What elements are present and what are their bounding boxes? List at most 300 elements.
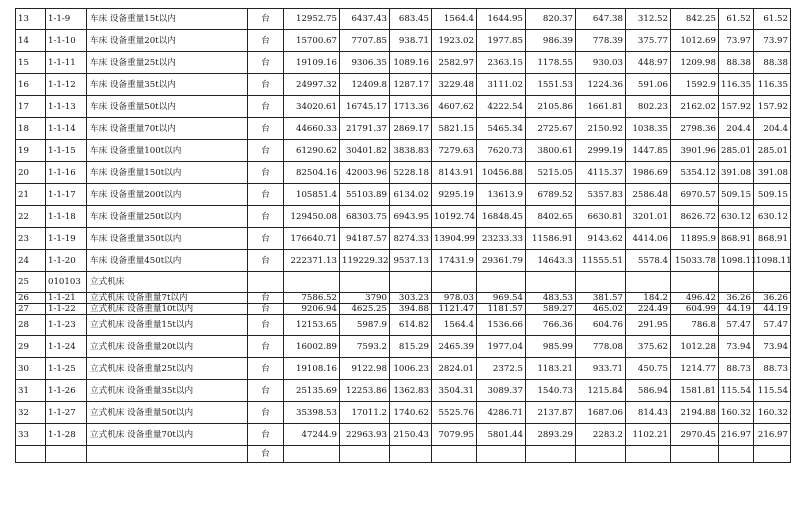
value-cell: 2194.88 — [671, 402, 719, 424]
table-row — [16, 52, 791, 74]
row-number: 28 — [16, 315, 46, 336]
quota-code: 1-1-14 — [46, 118, 87, 140]
value-cell: 42003.96 — [340, 162, 390, 184]
value-cell: 2465.39 — [432, 336, 477, 358]
row-number: 18 — [16, 118, 46, 140]
value-cell: 4222.54 — [477, 96, 526, 118]
value-cell: 19109.16 — [284, 52, 340, 74]
value-cell: 614.82 — [390, 315, 432, 336]
table-row — [16, 74, 791, 96]
quota-code: 1-1-16 — [46, 162, 87, 184]
value-cell: 5987.9 — [340, 315, 390, 336]
table-row — [16, 336, 791, 358]
table-row — [16, 118, 791, 140]
value-cell: 88.73 — [754, 358, 791, 380]
value-cell: 2970.45 — [671, 424, 719, 446]
value-cell: 22963.93 — [340, 424, 390, 446]
unit: 台 — [248, 184, 284, 206]
value-cell: 204.4 — [719, 118, 754, 140]
value-cell — [671, 272, 719, 293]
quota-code: 1-1-28 — [46, 424, 87, 446]
value-cell: 786.8 — [671, 315, 719, 336]
value-cell: 44.19 — [719, 304, 754, 315]
item-name: 车床 设备重量200t以内 — [87, 184, 248, 206]
value-cell: 19108.16 — [284, 358, 340, 380]
value-cell: 2893.29 — [526, 424, 576, 446]
value-cell: 868.91 — [754, 228, 791, 250]
value-cell: 604.76 — [576, 315, 626, 336]
quota-code: 1-1-22 — [46, 304, 87, 315]
value-cell: 24997.32 — [284, 74, 340, 96]
value-cell: 5821.15 — [432, 118, 477, 140]
value-cell: 5801.44 — [477, 424, 526, 446]
value-cell: 115.54 — [719, 380, 754, 402]
value-cell: 1287.17 — [390, 74, 432, 96]
value-cell: 933.71 — [576, 358, 626, 380]
row-number: 19 — [16, 140, 46, 162]
value-cell: 985.99 — [526, 336, 576, 358]
value-cell: 88.73 — [719, 358, 754, 380]
item-name: 立式机床 设备重量10t以内 — [87, 304, 248, 315]
value-cell: 2162.02 — [671, 96, 719, 118]
value-cell: 586.94 — [626, 380, 671, 402]
row-number: 29 — [16, 336, 46, 358]
table-row — [16, 250, 791, 272]
value-cell: 1224.36 — [576, 74, 626, 96]
value-cell: 1581.81 — [671, 380, 719, 402]
item-name: 立式机床 设备重量7t以内 — [87, 293, 248, 304]
value-cell: 222371.13 — [284, 250, 340, 272]
value-cell: 381.57 — [576, 293, 626, 304]
row-number: 22 — [16, 206, 46, 228]
unit: 台 — [248, 118, 284, 140]
value-cell — [432, 446, 477, 463]
value-cell: 1536.66 — [477, 315, 526, 336]
value-cell: 2105.86 — [526, 96, 576, 118]
item-name: 车床 设备重量25t以内 — [87, 52, 248, 74]
unit: 台 — [248, 446, 284, 463]
table-row — [16, 304, 791, 315]
unit: 台 — [248, 52, 284, 74]
value-cell: 105851.4 — [284, 184, 340, 206]
value-cell: 2798.36 — [671, 118, 719, 140]
value-cell: 5215.05 — [526, 162, 576, 184]
item-name: 车床 设备重量20t以内 — [87, 30, 248, 52]
value-cell: 88.38 — [754, 52, 791, 74]
quota-code: 1-1-19 — [46, 228, 87, 250]
value-cell: 3838.83 — [390, 140, 432, 162]
value-cell: 6970.57 — [671, 184, 719, 206]
unit: 台 — [248, 250, 284, 272]
row-number: 25 — [16, 272, 46, 293]
value-cell: 157.92 — [754, 96, 791, 118]
unit: 台 — [248, 228, 284, 250]
unit: 台 — [248, 380, 284, 402]
value-cell — [477, 446, 526, 463]
value-cell: 1214.77 — [671, 358, 719, 380]
row-number: 17 — [16, 96, 46, 118]
unit: 台 — [248, 96, 284, 118]
value-cell: 55103.89 — [340, 184, 390, 206]
value-cell — [340, 272, 390, 293]
row-number: 16 — [16, 74, 46, 96]
value-cell: 1644.95 — [477, 9, 526, 30]
value-cell: 2869.17 — [390, 118, 432, 140]
quota-code: 1-1-10 — [46, 30, 87, 52]
value-cell: 1089.16 — [390, 52, 432, 74]
value-cell: 509.15 — [754, 184, 791, 206]
value-cell: 11555.51 — [576, 250, 626, 272]
value-cell: 683.45 — [390, 9, 432, 30]
value-cell: 6134.02 — [390, 184, 432, 206]
value-cell: 450.75 — [626, 358, 671, 380]
value-cell: 216.97 — [754, 424, 791, 446]
quota-code: 1-1-15 — [46, 140, 87, 162]
value-cell: 73.97 — [719, 30, 754, 52]
value-cell: 25135.69 — [284, 380, 340, 402]
value-cell: 119229.32 — [340, 250, 390, 272]
value-cell: 16848.45 — [477, 206, 526, 228]
value-cell — [390, 446, 432, 463]
value-cell: 9143.62 — [576, 228, 626, 250]
quota-code: 1-1-25 — [46, 358, 87, 380]
row-number: 14 — [16, 30, 46, 52]
value-cell: 1178.55 — [526, 52, 576, 74]
value-cell: 160.32 — [754, 402, 791, 424]
item-name: 立式机床 设备重量25t以内 — [87, 358, 248, 380]
item-name: 车床 设备重量100t以内 — [87, 140, 248, 162]
table-row — [16, 380, 791, 402]
value-cell: 12153.65 — [284, 315, 340, 336]
value-cell: 13904.99 — [432, 228, 477, 250]
unit: 台 — [248, 315, 284, 336]
value-cell: 868.91 — [719, 228, 754, 250]
value-cell: 61290.62 — [284, 140, 340, 162]
value-cell: 61.52 — [754, 9, 791, 30]
value-cell: 157.92 — [719, 96, 754, 118]
table-row — [16, 96, 791, 118]
value-cell: 2150.92 — [576, 118, 626, 140]
item-name: 立式机床 设备重量50t以内 — [87, 402, 248, 424]
value-cell: 3111.02 — [477, 74, 526, 96]
value-cell: 647.38 — [576, 9, 626, 30]
unit: 台 — [248, 206, 284, 228]
value-cell: 1447.85 — [626, 140, 671, 162]
value-cell: 394.88 — [390, 304, 432, 315]
table-body — [16, 9, 791, 463]
value-cell: 285.01 — [754, 140, 791, 162]
value-cell: 61.52 — [719, 9, 754, 30]
table-row — [16, 446, 791, 463]
value-cell: 2725.67 — [526, 118, 576, 140]
item-name: 车床 设备重量70t以内 — [87, 118, 248, 140]
value-cell: 17431.9 — [432, 250, 477, 272]
value-cell: 1713.36 — [390, 96, 432, 118]
value-cell: 82504.16 — [284, 162, 340, 184]
value-cell: 115.54 — [754, 380, 791, 402]
value-cell — [390, 272, 432, 293]
value-cell: 44660.33 — [284, 118, 340, 140]
value-cell: 17011.2 — [340, 402, 390, 424]
value-cell — [671, 446, 719, 463]
item-name: 车床 设备重量350t以内 — [87, 228, 248, 250]
value-cell: 88.38 — [719, 52, 754, 74]
value-cell: 1687.06 — [576, 402, 626, 424]
value-cell: 184.2 — [626, 293, 671, 304]
value-cell: 116.35 — [719, 74, 754, 96]
unit: 台 — [248, 304, 284, 315]
value-cell: 30401.82 — [340, 140, 390, 162]
value-cell: 589.27 — [526, 304, 576, 315]
value-cell: 3790 — [340, 293, 390, 304]
value-cell: 73.97 — [754, 30, 791, 52]
value-cell: 36.26 — [754, 293, 791, 304]
value-cell: 815.29 — [390, 336, 432, 358]
value-cell: 7079.95 — [432, 424, 477, 446]
unit: 台 — [248, 74, 284, 96]
table-row — [16, 140, 791, 162]
table-row — [16, 30, 791, 52]
value-cell: 11586.91 — [526, 228, 576, 250]
value-cell: 391.08 — [754, 162, 791, 184]
value-cell: 814.43 — [626, 402, 671, 424]
table-row — [16, 293, 791, 304]
value-cell: 483.53 — [526, 293, 576, 304]
value-cell: 9122.98 — [340, 358, 390, 380]
value-cell: 4625.25 — [340, 304, 390, 315]
row-number: 20 — [16, 162, 46, 184]
value-cell: 73.94 — [754, 336, 791, 358]
value-cell: 10456.88 — [477, 162, 526, 184]
value-cell: 2999.19 — [576, 140, 626, 162]
value-cell: 978.03 — [432, 293, 477, 304]
value-cell: 1209.98 — [671, 52, 719, 74]
value-cell: 778.39 — [576, 30, 626, 52]
value-cell: 160.32 — [719, 402, 754, 424]
value-cell: 7707.85 — [340, 30, 390, 52]
quota-code: 1-1-24 — [46, 336, 87, 358]
unit: 台 — [248, 424, 284, 446]
row-number: 33 — [16, 424, 46, 446]
value-cell: 1661.81 — [576, 96, 626, 118]
value-cell: 94187.57 — [340, 228, 390, 250]
table-row — [16, 424, 791, 446]
value-cell: 1977.85 — [477, 30, 526, 52]
unit: 台 — [248, 293, 284, 304]
item-name: 车床 设备重量450t以内 — [87, 250, 248, 272]
value-cell: 1181.57 — [477, 304, 526, 315]
unit: 台 — [248, 402, 284, 424]
value-cell: 36.26 — [719, 293, 754, 304]
value-cell: 57.47 — [719, 315, 754, 336]
table-row — [16, 228, 791, 250]
value-cell: 16745.17 — [340, 96, 390, 118]
unit: 台 — [248, 358, 284, 380]
value-cell: 73.94 — [719, 336, 754, 358]
value-cell: 1540.73 — [526, 380, 576, 402]
value-cell — [626, 446, 671, 463]
row-number: 31 — [16, 380, 46, 402]
value-cell: 9306.35 — [340, 52, 390, 74]
value-cell: 68303.75 — [340, 206, 390, 228]
value-cell: 630.12 — [719, 206, 754, 228]
value-cell: 2824.01 — [432, 358, 477, 380]
quota-code: 1-1-27 — [46, 402, 87, 424]
quota-code: 1-1-17 — [46, 184, 87, 206]
value-cell: 1183.21 — [526, 358, 576, 380]
row-number: 30 — [16, 358, 46, 380]
value-cell: 2586.48 — [626, 184, 671, 206]
value-cell: 5354.12 — [671, 162, 719, 184]
value-cell: 820.37 — [526, 9, 576, 30]
value-cell: 5465.34 — [477, 118, 526, 140]
value-cell: 604.99 — [671, 304, 719, 315]
value-cell: 1006.23 — [390, 358, 432, 380]
value-cell: 930.03 — [576, 52, 626, 74]
quota-table — [15, 8, 791, 463]
value-cell: 591.06 — [626, 74, 671, 96]
value-cell: 802.23 — [626, 96, 671, 118]
value-cell: 12952.75 — [284, 9, 340, 30]
item-name: 车床 设备重量50t以内 — [87, 96, 248, 118]
item-name — [87, 446, 248, 463]
item-name: 车床 设备重量250t以内 — [87, 206, 248, 228]
value-cell: 1986.69 — [626, 162, 671, 184]
value-cell — [576, 446, 626, 463]
row-number: 32 — [16, 402, 46, 424]
value-cell: 1012.28 — [671, 336, 719, 358]
value-cell — [284, 272, 340, 293]
value-cell: 12253.86 — [340, 380, 390, 402]
value-cell: 766.36 — [526, 315, 576, 336]
value-cell: 7593.2 — [340, 336, 390, 358]
value-cell: 8626.72 — [671, 206, 719, 228]
value-cell — [576, 272, 626, 293]
table-row — [16, 162, 791, 184]
row-number — [16, 446, 46, 463]
quota-code: 1-1-18 — [46, 206, 87, 228]
value-cell — [719, 272, 754, 293]
row-number: 13 — [16, 9, 46, 30]
quota-code: 1-1-26 — [46, 380, 87, 402]
value-cell: 1564.4 — [432, 9, 477, 30]
value-cell: 3504.31 — [432, 380, 477, 402]
table-row — [16, 315, 791, 336]
value-cell: 10192.74 — [432, 206, 477, 228]
value-cell: 13613.9 — [477, 184, 526, 206]
item-name: 车床 设备重量35t以内 — [87, 74, 248, 96]
value-cell: 1038.35 — [626, 118, 671, 140]
table-row — [16, 184, 791, 206]
value-cell: 938.71 — [390, 30, 432, 52]
value-cell: 5228.18 — [390, 162, 432, 184]
value-cell: 1012.69 — [671, 30, 719, 52]
value-cell: 6630.81 — [576, 206, 626, 228]
value-cell: 9295.19 — [432, 184, 477, 206]
value-cell — [340, 446, 390, 463]
value-cell: 285.01 — [719, 140, 754, 162]
value-cell: 8274.33 — [390, 228, 432, 250]
value-cell: 1102.21 — [626, 424, 671, 446]
value-cell: 129450.08 — [284, 206, 340, 228]
quota-code: 1-1-21 — [46, 293, 87, 304]
value-cell: 969.54 — [477, 293, 526, 304]
item-name: 立式机床 设备重量35t以内 — [87, 380, 248, 402]
value-cell: 1098.11 — [719, 250, 754, 272]
value-cell — [754, 272, 791, 293]
value-cell: 15700.67 — [284, 30, 340, 52]
value-cell: 5357.83 — [576, 184, 626, 206]
value-cell: 7279.63 — [432, 140, 477, 162]
item-name: 立式机床 — [87, 272, 248, 293]
unit: 台 — [248, 162, 284, 184]
item-name: 车床 设备重量150t以内 — [87, 162, 248, 184]
table-row — [16, 9, 791, 30]
value-cell: 216.97 — [719, 424, 754, 446]
value-cell: 5525.76 — [432, 402, 477, 424]
row-number: 24 — [16, 250, 46, 272]
value-cell: 7586.52 — [284, 293, 340, 304]
quota-code: 1-1-12 — [46, 74, 87, 96]
value-cell: 496.42 — [671, 293, 719, 304]
value-cell: 4414.06 — [626, 228, 671, 250]
value-cell: 3201.01 — [626, 206, 671, 228]
item-name: 立式机床 设备重量15t以内 — [87, 315, 248, 336]
value-cell: 375.62 — [626, 336, 671, 358]
table-row — [16, 358, 791, 380]
value-cell: 4115.37 — [576, 162, 626, 184]
unit: 台 — [248, 30, 284, 52]
value-cell: 375.77 — [626, 30, 671, 52]
value-cell: 12409.8 — [340, 74, 390, 96]
value-cell: 778.08 — [576, 336, 626, 358]
value-cell — [754, 446, 791, 463]
value-cell: 7620.73 — [477, 140, 526, 162]
value-cell: 1362.83 — [390, 380, 432, 402]
value-cell: 1564.4 — [432, 315, 477, 336]
value-cell — [526, 272, 576, 293]
item-name: 立式机床 设备重量20t以内 — [87, 336, 248, 358]
value-cell: 29361.79 — [477, 250, 526, 272]
value-cell: 448.97 — [626, 52, 671, 74]
value-cell: 14643.3 — [526, 250, 576, 272]
value-cell: 2150.43 — [390, 424, 432, 446]
item-name: 立式机床 设备重量70t以内 — [87, 424, 248, 446]
value-cell: 6437.43 — [340, 9, 390, 30]
value-cell: 842.25 — [671, 9, 719, 30]
unit: 台 — [248, 336, 284, 358]
quota-code: 010103 — [46, 272, 87, 293]
value-cell: 9206.94 — [284, 304, 340, 315]
value-cell: 204.4 — [754, 118, 791, 140]
value-cell: 47244.9 — [284, 424, 340, 446]
value-cell: 312.52 — [626, 9, 671, 30]
value-cell: 16002.89 — [284, 336, 340, 358]
value-cell: 6943.95 — [390, 206, 432, 228]
value-cell — [284, 446, 340, 463]
value-cell: 291.95 — [626, 315, 671, 336]
value-cell: 176640.71 — [284, 228, 340, 250]
row-number: 15 — [16, 52, 46, 74]
value-cell — [526, 446, 576, 463]
value-cell: 1215.84 — [576, 380, 626, 402]
quota-code: 1-1-20 — [46, 250, 87, 272]
value-cell: 986.39 — [526, 30, 576, 52]
value-cell: 2372.5 — [477, 358, 526, 380]
row-number: 23 — [16, 228, 46, 250]
unit: 台 — [248, 9, 284, 30]
value-cell — [719, 446, 754, 463]
